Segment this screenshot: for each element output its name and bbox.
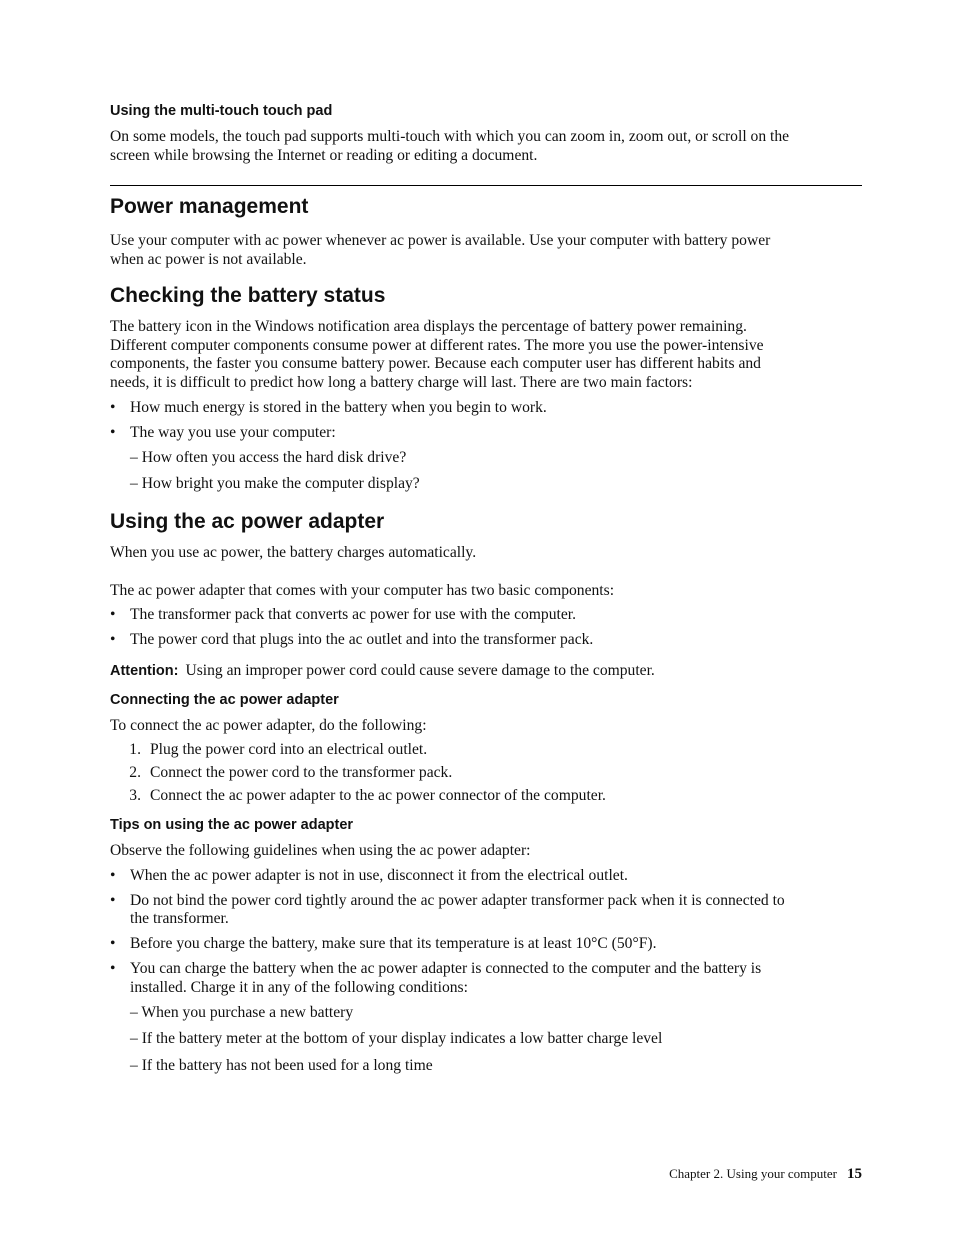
bullet-marker: • bbox=[110, 892, 116, 909]
battery-body-line1: The battery icon in the Windows notification area displays the percentage of battery power remaining. bbox=[110, 318, 747, 335]
bullet-marker: • bbox=[110, 935, 116, 952]
tips-bullet-3: Before you charge the battery, make sure that its temperature is at least 10°C (50°F). bbox=[130, 935, 657, 952]
step-number: 1. bbox=[129, 741, 141, 758]
battery-subitem-2: – How bright you make the computer display? bbox=[130, 475, 420, 492]
heading-power-management: Power management bbox=[110, 195, 309, 218]
bullet-marker: • bbox=[110, 960, 116, 977]
bullet-marker: • bbox=[110, 867, 116, 884]
tips-bullet-4-line1: You can charge the battery when the ac power adapter is connected to the computer and the battery is bbox=[130, 960, 762, 977]
multitouch-body-line1: On some models, the touch pad supports multi-touch with which you can zoom in, zoom out, or scroll on the bbox=[110, 128, 790, 145]
bullet-marker: • bbox=[110, 631, 116, 648]
attention-note bbox=[110, 662, 655, 680]
bullet-marker: • bbox=[110, 606, 116, 623]
tips-subitem-3: – If the battery has not been used for a long time bbox=[130, 1057, 433, 1074]
battery-bullet-1: How much energy is stored in the battery when you begin to work. bbox=[130, 399, 547, 416]
heading-ac-adapter: Using the ac power adapter bbox=[110, 510, 385, 533]
page-number: 15 bbox=[847, 1166, 862, 1182]
step-text: Connect the ac power adapter to the ac power connector of the computer. bbox=[150, 787, 606, 804]
heading-multitouch: Using the multi-touch touch pad bbox=[110, 103, 333, 119]
step-text: Plug the power cord into an electrical outlet. bbox=[150, 741, 428, 758]
footer-chapter: Chapter 2. Using your computer bbox=[669, 1166, 837, 1181]
heading-tips: Tips on using the ac power adapter bbox=[110, 817, 354, 833]
multitouch-body-line2: screen while browsing the Internet or reading or editing a document. bbox=[110, 147, 538, 164]
tips-subitem-2: – If the battery meter at the bottom of your display indicates a low batter charge level bbox=[130, 1030, 663, 1047]
power-body-line2: when ac power is not available. bbox=[110, 251, 307, 268]
tips-intro: Observe the following guidelines when using the ac power adapter: bbox=[110, 842, 531, 859]
tips-bullet-2-line2: the transformer. bbox=[130, 910, 229, 927]
heading-battery-status: Checking the battery status bbox=[110, 284, 386, 307]
section-divider bbox=[110, 185, 862, 186]
heading-connecting: Connecting the ac power adapter bbox=[110, 692, 339, 708]
tips-subitem-1: – When you purchase a new battery bbox=[130, 1004, 354, 1021]
adapter-bullet-1: The transformer pack that converts ac power for use with the computer. bbox=[130, 606, 576, 623]
battery-bullet-2: The way you use your computer: bbox=[130, 424, 336, 441]
attention-text: Using an improper power cord could cause severe damage to the computer. bbox=[185, 662, 655, 679]
step-number: 2. bbox=[129, 764, 141, 781]
battery-body-line3: components, the faster you consume battery power. Because each computer user has different habits and bbox=[110, 355, 761, 372]
attention-label: Attention: bbox=[110, 663, 179, 679]
step-text: Connect the power cord to the transformer pack. bbox=[150, 764, 453, 781]
adapter-bullet-2: The power cord that plugs into the ac outlet and into the transformer pack. bbox=[130, 631, 594, 648]
step-number: 3. bbox=[129, 787, 141, 804]
adapter-components-intro: The ac power adapter that comes with your computer has two basic components: bbox=[110, 582, 615, 599]
adapter-intro: When you use ac power, the battery charges automatically. bbox=[110, 544, 477, 561]
battery-body-line4: needs, it is difficult to predict how long a battery charge will last. There are two main factors: bbox=[110, 374, 693, 391]
power-body-line1: Use your computer with ac power whenever ac power is available. Use your computer with battery power bbox=[110, 232, 771, 249]
tips-bullet-4-line2: installed. Charge it in any of the following conditions: bbox=[130, 979, 468, 996]
battery-body-line2: Different computer components consume power at different rates. The more you use the power-intensive bbox=[110, 337, 764, 354]
bullet-marker: • bbox=[110, 399, 116, 416]
page-footer bbox=[669, 1166, 862, 1183]
tips-bullet-2-line1: Do not bind the power cord tightly around the ac power adapter transformer pack when it is connected to bbox=[130, 892, 785, 909]
bullet-marker: • bbox=[110, 424, 116, 441]
battery-subitem-1: – How often you access the hard disk drive? bbox=[130, 449, 407, 466]
connecting-intro: To connect the ac power adapter, do the following: bbox=[110, 717, 427, 734]
tips-bullet-1: When the ac power adapter is not in use, disconnect it from the electrical outlet. bbox=[130, 867, 628, 884]
